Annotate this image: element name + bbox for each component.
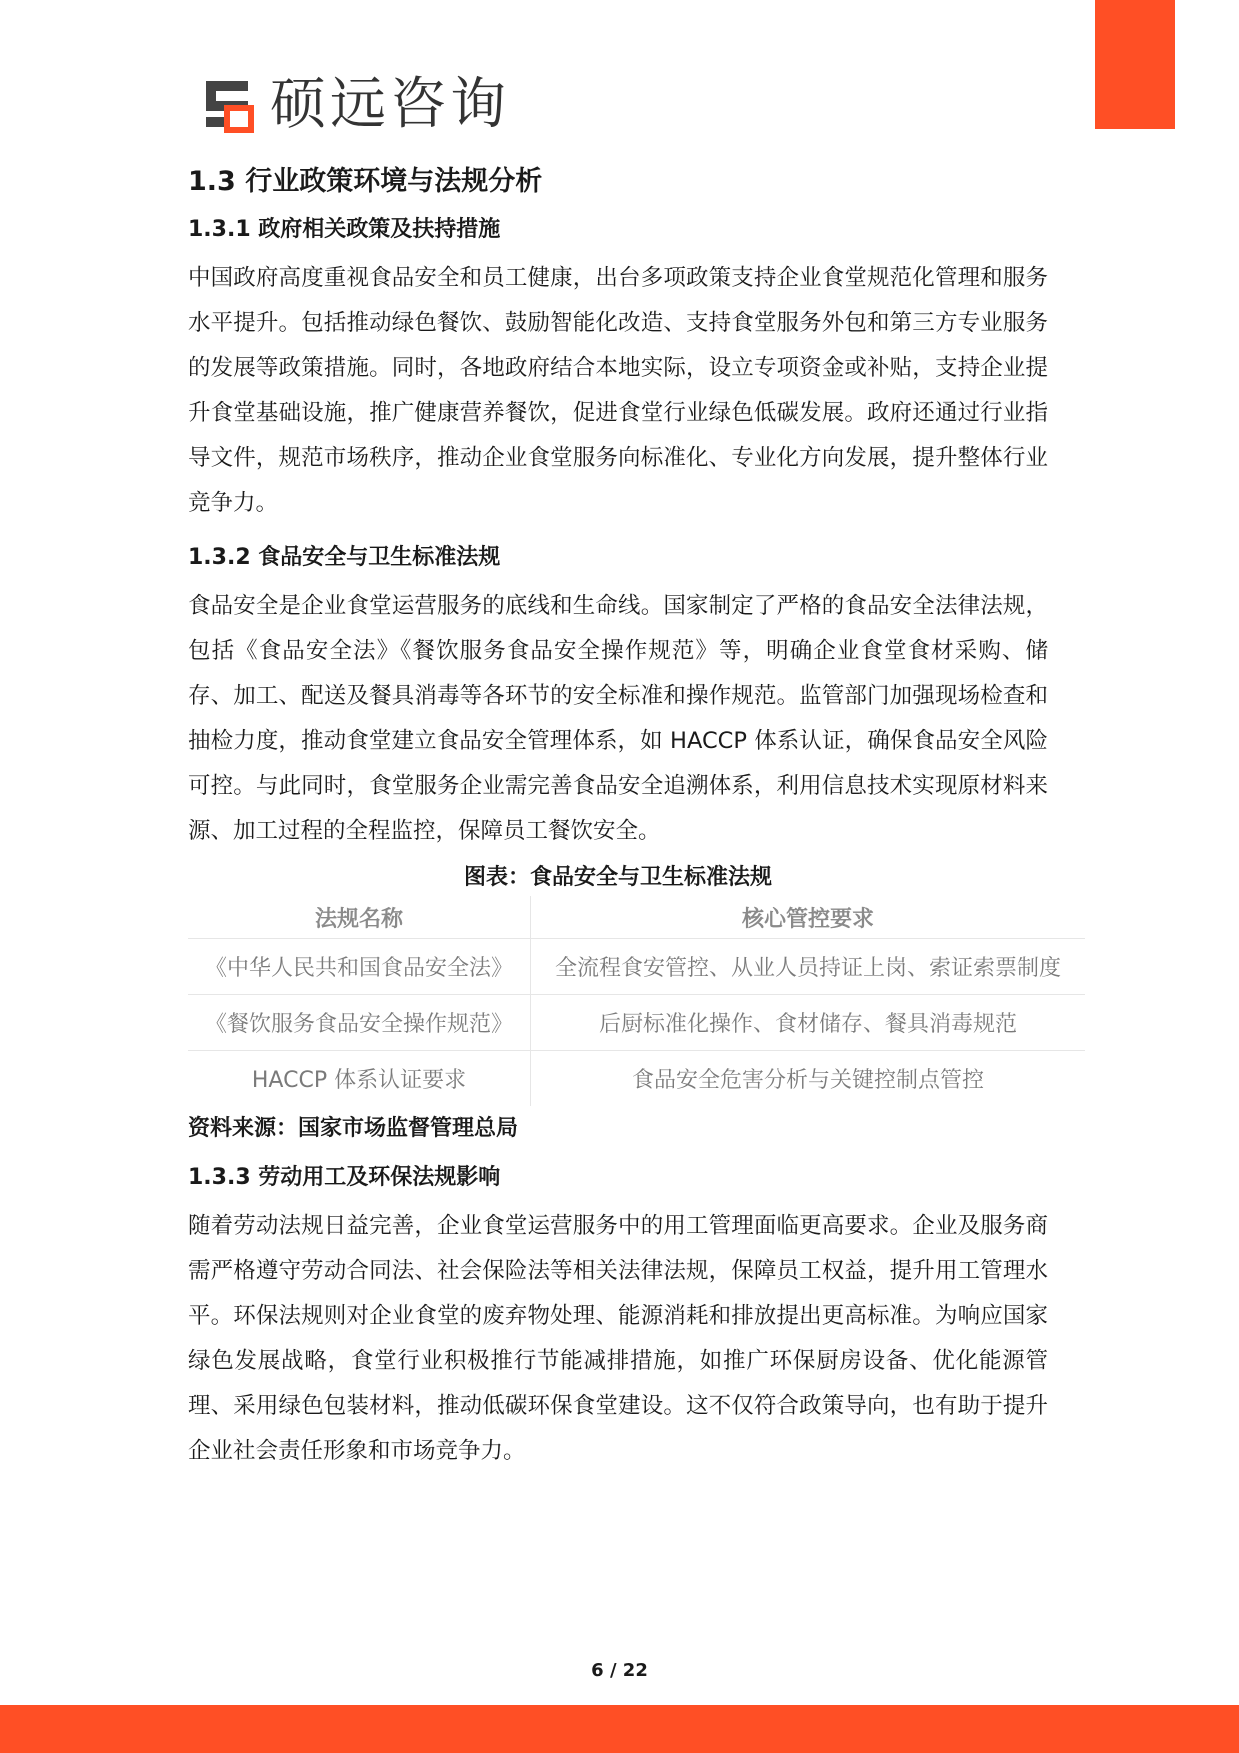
table-cell: 《餐饮服务食品安全操作规范》 [188, 995, 531, 1051]
subsection-body-1: 中国政府高度重视食品安全和员工健康，出台多项政策支持企业食堂规范化管理和服务水平提升。包括推动绿色餐饮、鼓励智能化改造、支持食堂服务外包和第三方专业服务的发展等政策措施。同时，各地政府结合本地实际，设立专项资金或补贴，支持企业提升食堂基础设施，推广健康营养餐饮，促进食堂行业绿色低碳发展。政府还通过行业指导文件，规范市场秩序，推动企业食堂服务向标准化、专业化方向发展，提升整体行业竞争力。 [188, 265, 1048, 516]
subsection-title-2: 1.3.2 食品安全与卫生标准法规 [188, 545, 501, 570]
table-cell: 《中华人民共和国食品安全法》 [188, 939, 531, 995]
page-content [188, 160, 1061, 1480]
table-row [188, 939, 1085, 995]
figure-source: 资料来源：国家市场监督管理总局 [188, 1116, 519, 1141]
subsection-body-3: 随着劳动法规日益完善，企业食堂运营服务中的用工管理面临更高要求。企业及服务商需严格遵守劳动合同法、社会保险法等相关法律法规，保障员工权益，提升用工管理水平。环保法规则对企业食堂的废弃物处理、能源消耗和排放提出更高标准。为响应国家绿色发展战略，食堂行业积极推行节能减排措施，如推广环保厨房设备、优化能源管理、采用绿色包装材料，推动低碳环保食堂建设。这不仅符合政策导向，也有助于提升企业社会责任形象和市场竞争力。 [188, 1213, 1048, 1464]
page-number: 6 / 22 [591, 1660, 648, 1681]
subsection-body-2: 食品安全是企业食堂运营服务的底线和生命线。国家制定了严格的食品安全法律法规，包括《食品安全法》《餐饮服务食品安全操作规范》等，明确企业食堂食材采购、储存、加工、配送及餐具消毒等各环节的安全标准和操作规范。监管部门加强现场检查和抽检力度，推动食堂建立食品安全管理体系，如 HACCP 体系认证，确保食品安全风险可控。与此同时，食堂服务企业需完善食品安全追溯体系，利用信息技术实现原材料来源、加工过程的全程监控，保障员工餐饮安全。 [188, 593, 1048, 844]
figure-title: 图表：食品安全与卫生标准法规 [463, 865, 772, 890]
subsection-title-3: 1.3.3 劳动用工及环保法规影响 [188, 1165, 501, 1190]
table-cell: 全流程食安管控、从业人员持证上岗、索证索票制度 [531, 939, 1086, 995]
brand-logo [200, 70, 510, 140]
subsection-title-1: 1.3.1 政府相关政策及扶持措施 [188, 217, 501, 242]
section-title: 1.3 行业政策环境与法规分析 [188, 166, 543, 197]
regulation-table [188, 896, 1085, 1106]
table-header: 法规名称 [188, 896, 531, 939]
table-row [188, 1051, 1085, 1107]
footer-accent-bar [0, 1705, 1239, 1753]
table-cell: HACCP 体系认证要求 [188, 1051, 531, 1107]
table-cell: 食品安全危害分析与关键控制点管控 [531, 1051, 1086, 1107]
table-header-row [188, 896, 1085, 939]
table-header: 核心管控要求 [741, 906, 874, 932]
table-row [188, 995, 1085, 1051]
brand-name: 硕远咨询 [270, 72, 510, 137]
table-cell: 后厨标准化操作、食材储存、餐具消毒规范 [531, 995, 1086, 1051]
corner-accent-tab [1095, 0, 1175, 129]
logo-mark-icon [200, 75, 260, 135]
